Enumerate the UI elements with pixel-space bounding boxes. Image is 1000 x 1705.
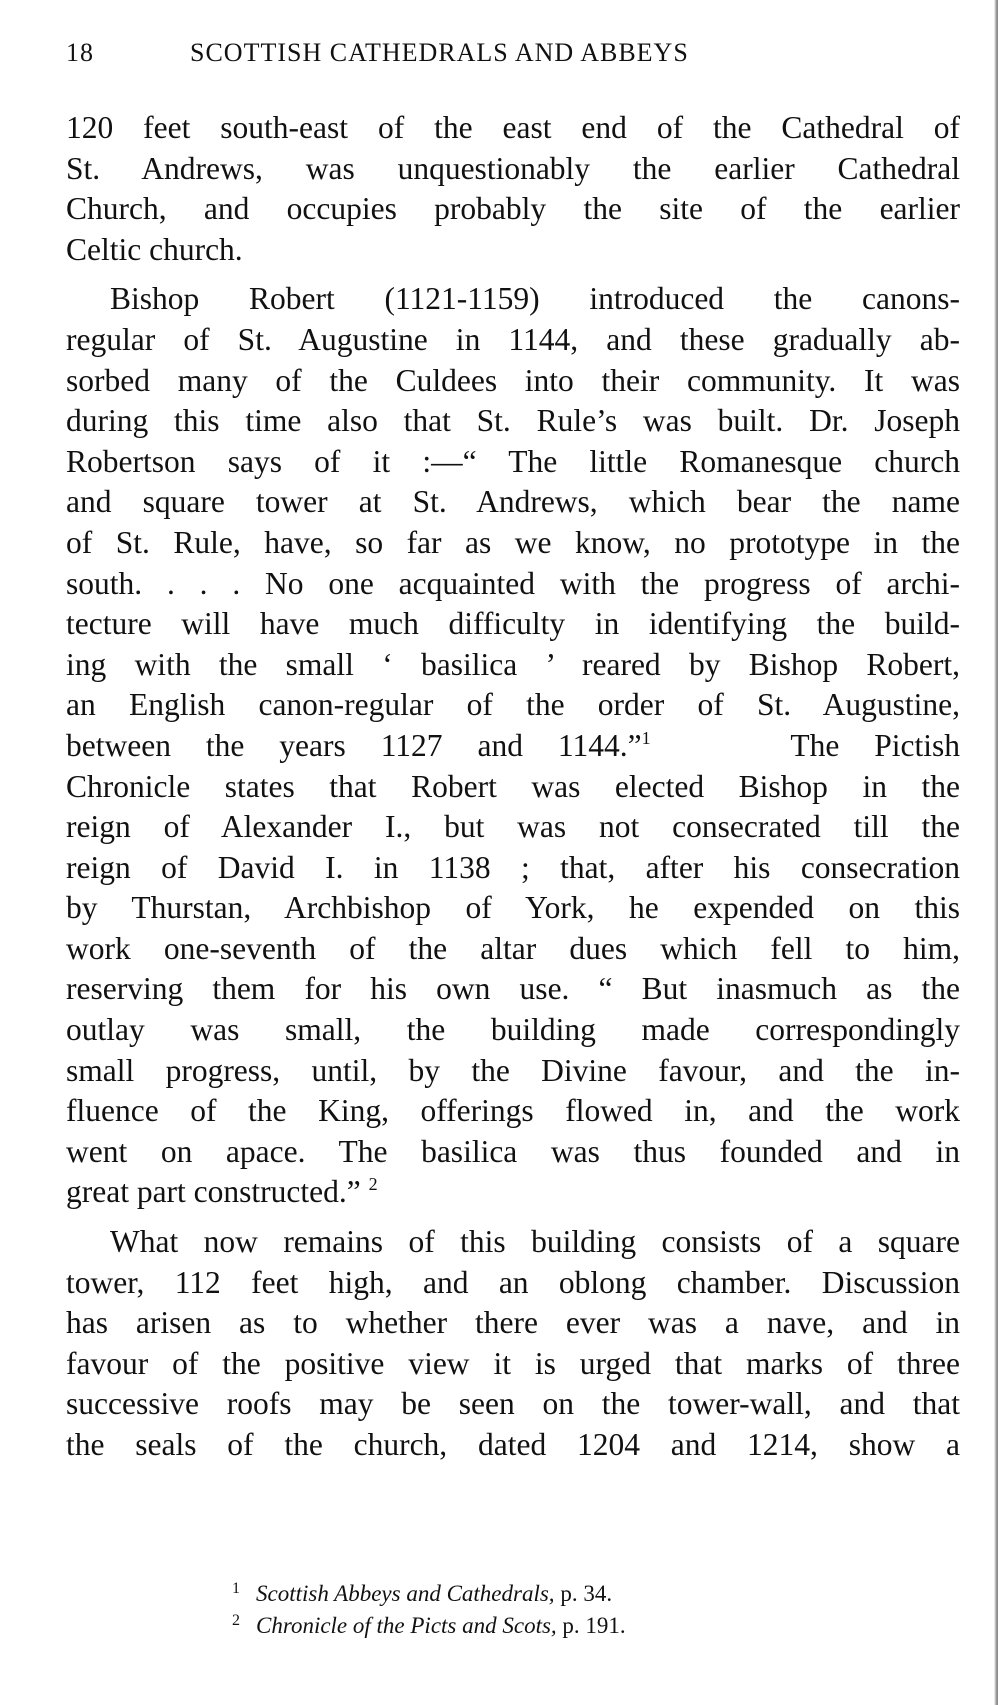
text-line: favour of the positive view it is urged that marks of three [66, 1345, 960, 1381]
footnote-page: p. 191. [556, 1613, 626, 1638]
text-line: work one-seventh of the altar dues which fell to him, [66, 930, 960, 966]
text-line: reserving them for his own use. “ But inasmuch as the [66, 971, 960, 1007]
running-title: SCOTTISH CATHEDRALS AND ABBEYS [190, 38, 689, 67]
footnote-2: 2 Chronicle of the Picts and Scots, p. 191. [232, 1612, 626, 1638]
text-line: regular of St. Augustine in 1144, and these gradually ab- [66, 321, 960, 357]
page-edge-shadow [994, 0, 998, 1705]
footnote-ref-1: 1 [641, 727, 651, 748]
footnote-page: p. 34. [554, 1581, 613, 1606]
text-line: an English canon-regular of the order of St. Augustine, [66, 687, 960, 723]
text-line: during this time also that St. Rule’s was built. Dr. Joseph [66, 403, 960, 439]
text-line: ing with the small ‘ basilica ’ reared by Bishop Robert, [66, 646, 960, 682]
body-text [66, 108, 960, 1466]
footnote-title: Chronicle of the Picts and Scots, [256, 1613, 557, 1638]
paragraph-3 [66, 1222, 960, 1466]
text-line: successive roofs may be seen on the tower-wall, and that [66, 1386, 960, 1422]
text-line-with-footnote-1 [66, 726, 960, 767]
text-line: Robertson says of it :—“ The little Romanesque church [66, 443, 960, 479]
text-line: tower, 112 feet high, and an oblong chamber. Discussion [66, 1264, 960, 1300]
text-line: small progress, until, by the Divine favour, and the in- [66, 1052, 960, 1088]
text-line: sorbed many of the Culdees into their community. It was [66, 362, 960, 398]
paragraph-2 [66, 279, 960, 1213]
footnote-1: 1 Scottish Abbeys and Cathedrals, p. 34. [232, 1580, 613, 1606]
text-line: reign of Alexander I., but was not consecrated till the [66, 809, 960, 845]
text-line: fluence of the King, offerings flowed in, and the work [66, 1093, 960, 1129]
text-line: south. . . . No one acquainted with the progress of archi- [66, 565, 960, 601]
text-line-with-footnote-2 [66, 1172, 960, 1213]
text-line: and square tower at St. Andrews, which bear the name [66, 484, 960, 520]
text-line: outlay was small, the building made correspondingly [66, 1012, 960, 1048]
page-number: 18 [66, 38, 94, 67]
text-line: has arisen as to whether there ever was a nave, and in [66, 1305, 960, 1341]
text-line: Chronicle states that Robert was elected Bishop in the [66, 768, 960, 804]
line-text: great part constructed.” [66, 1174, 361, 1210]
text-line: Church, and occupies probably the site of the earlier [66, 191, 960, 227]
footnote-title: Scottish Abbeys and Cathedrals, [256, 1581, 555, 1606]
running-head [66, 38, 966, 78]
footnote-ref-2: 2 [368, 1174, 378, 1195]
text-line: of St. Rule, have, so far as we know, no prototype in the [66, 524, 960, 560]
text-line: the seals of the church, dated 1204 and 1214, show a [66, 1427, 960, 1462]
text-line: What now remains of this building consists of a square [110, 1224, 960, 1260]
footnotes [232, 1578, 832, 1642]
text-line: reign of David I. in 1138 ; that, after his consecration [66, 849, 960, 885]
text-line: went on apace. The basilica was thus founded and in [66, 1133, 960, 1169]
text-line: St. Andrews, was unquestionably the earlier Cathedral [66, 150, 960, 186]
text-line: 120 feet south-east of the east end of the Cathedral of [66, 110, 960, 145]
text-line: Celtic church. [66, 231, 243, 267]
paragraph-1 [66, 108, 960, 270]
line-text: between the years 1127 and 1144.” [66, 727, 642, 763]
text-line: by Thurstan, Archbishop of York, he expended on this [66, 890, 960, 926]
line-tail: The Pictish [790, 727, 961, 763]
text-line: Bishop Robert (1121-1159) introduced the canons- [110, 281, 960, 317]
text-line: tecture will have much difficulty in identifying the build- [66, 606, 960, 642]
